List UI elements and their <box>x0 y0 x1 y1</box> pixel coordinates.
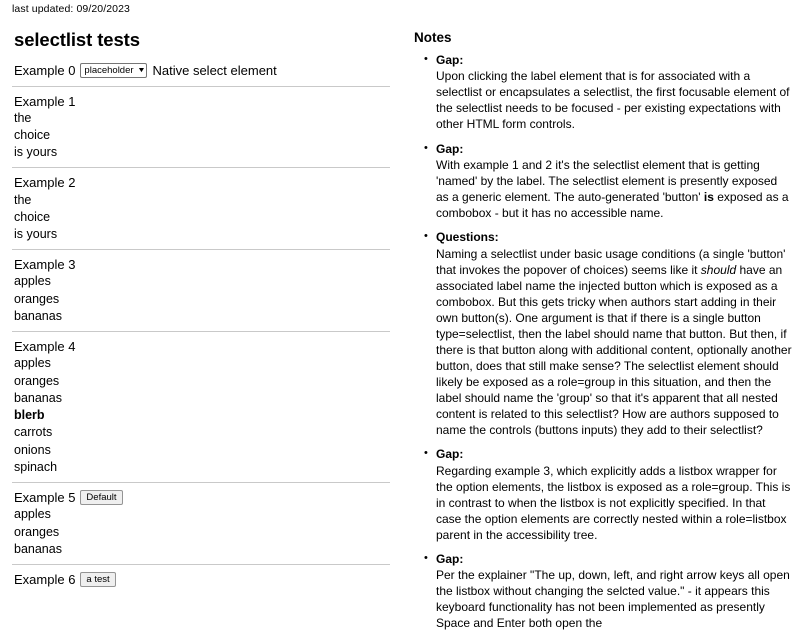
notes-title: Notes <box>414 30 452 45</box>
example-header <box>14 256 392 273</box>
option-item[interactable]: carrots <box>14 425 53 440</box>
example-label: Example 6 <box>14 572 76 588</box>
note-body: Upon clicking the label element that is for associated with a selectlist or encapsulates a selectlist, the first focusable element of the selectlist needs to be focused - per existing expectations with other HTML form controls. <box>436 69 790 132</box>
example-block <box>12 571 392 588</box>
example-separator <box>12 86 390 87</box>
option-item[interactable]: apples <box>14 507 51 522</box>
examples-container <box>12 62 392 588</box>
page-title: selectlist tests <box>14 29 140 50</box>
option-item[interactable]: apples <box>14 356 51 371</box>
left-column <box>0 22 402 588</box>
two-column-layout <box>0 22 800 631</box>
option-item[interactable]: the <box>14 110 32 125</box>
note-term: • Gap: <box>436 52 464 67</box>
option-item[interactable]: onions <box>14 442 51 457</box>
note-body: Naming a selectlist under basic usage conditions (a single 'button' that invokes the popover of choices) seems like it should have an associated label name the injected button which is exposed as a combobox. But this gets tricky when authors start adding in their own button(s). One argument is that if there is a single button type=selectlist, then the label should name that button. But then, if there is that button along with additional content, optionally another button, does that still make sense? The selectlist element should likely be exposed as a role=group in this situation, and then the label should name the 'group' so that it's apparent that all nested content is related to this selectlist? How are authors supposed to name the controls (buttons inputs) they add to their selectlist? <box>436 246 792 437</box>
example-separator <box>12 249 390 250</box>
note-term: • Gap: <box>436 551 464 566</box>
example-block <box>12 62 392 79</box>
example-label: Example 5 <box>14 490 76 506</box>
last-updated-text: last updated: 09/20/2023 <box>12 3 130 15</box>
option-item[interactable]: choice <box>14 127 51 142</box>
option-group-label: blerb <box>14 408 45 423</box>
note-term: • Questions: <box>436 230 499 245</box>
example-separator <box>12 167 390 168</box>
example-block <box>12 489 392 558</box>
example-description: Native select element <box>152 63 277 79</box>
option-item[interactable]: apples <box>14 274 51 289</box>
note-item <box>436 53 792 133</box>
option-item[interactable]: oranges <box>14 373 60 388</box>
example-header <box>14 571 392 588</box>
note-body: Per the explainer "The up, down, left, and right arrow keys all open the listbox without changing the selcted value." - it appears this keyboard functionality has not been implemented as presently Space and Enter both open the <box>436 568 790 631</box>
example-header <box>14 174 392 191</box>
option-item[interactable]: spinach <box>14 459 58 474</box>
option-item[interactable]: the <box>14 192 32 207</box>
option-item[interactable]: oranges <box>14 524 60 539</box>
note-item <box>436 447 792 543</box>
example-header <box>14 338 392 355</box>
option-item[interactable]: is yours <box>14 227 58 242</box>
option-item[interactable]: bananas <box>14 541 62 556</box>
note-term: • Gap: <box>436 141 464 156</box>
example-block <box>12 174 392 243</box>
selectlist-button[interactable]: a test <box>80 572 115 587</box>
example-label: Example 0 <box>14 63 76 79</box>
example-separator <box>12 564 390 565</box>
option-item[interactable]: bananas <box>14 390 62 405</box>
example-block <box>12 256 392 325</box>
chevron-down-icon: ▼ <box>136 67 146 75</box>
select-value: placeholder <box>84 65 134 77</box>
option-item[interactable]: oranges <box>14 291 60 306</box>
example-separator <box>12 482 390 483</box>
example-separator <box>12 331 390 332</box>
note-body: Regarding example 3, which explicitly adds a listbox wrapper for the option elements, the listbox is exposed as a role=group. This is in contrast to when the listbox is not explicitly specified. In that case the option elements are correctly nested within a role=listbox parent in the accessibility tree. <box>436 463 791 542</box>
option-item[interactable]: choice <box>14 209 51 224</box>
option-item[interactable]: bananas <box>14 308 62 323</box>
right-column <box>402 22 800 640</box>
note-term: • Gap: <box>436 446 464 461</box>
example-header <box>14 62 392 79</box>
note-item <box>436 230 792 438</box>
example-block <box>12 338 392 476</box>
note-item <box>436 142 792 222</box>
example-header <box>14 93 392 110</box>
example-header <box>14 489 392 506</box>
example-label: Example 1 <box>14 93 76 109</box>
note-item <box>436 552 792 632</box>
selectlist-button[interactable]: Default <box>80 490 122 505</box>
note-body: With example 1 and 2 it's the selectlist element that is getting 'named' by the label. The selectlist element is presently exposed as a generic element. The auto-generated 'button' is exposed as a combobox - but it has no accessible name. <box>436 158 789 221</box>
option-item[interactable]: is yours <box>14 145 58 160</box>
example-label: Example 2 <box>14 175 76 191</box>
notes-list <box>414 53 792 631</box>
example-label: Example 3 <box>14 257 76 273</box>
example-block <box>12 93 392 162</box>
native-select[interactable] <box>80 63 147 78</box>
example-label: Example 4 <box>14 339 76 355</box>
